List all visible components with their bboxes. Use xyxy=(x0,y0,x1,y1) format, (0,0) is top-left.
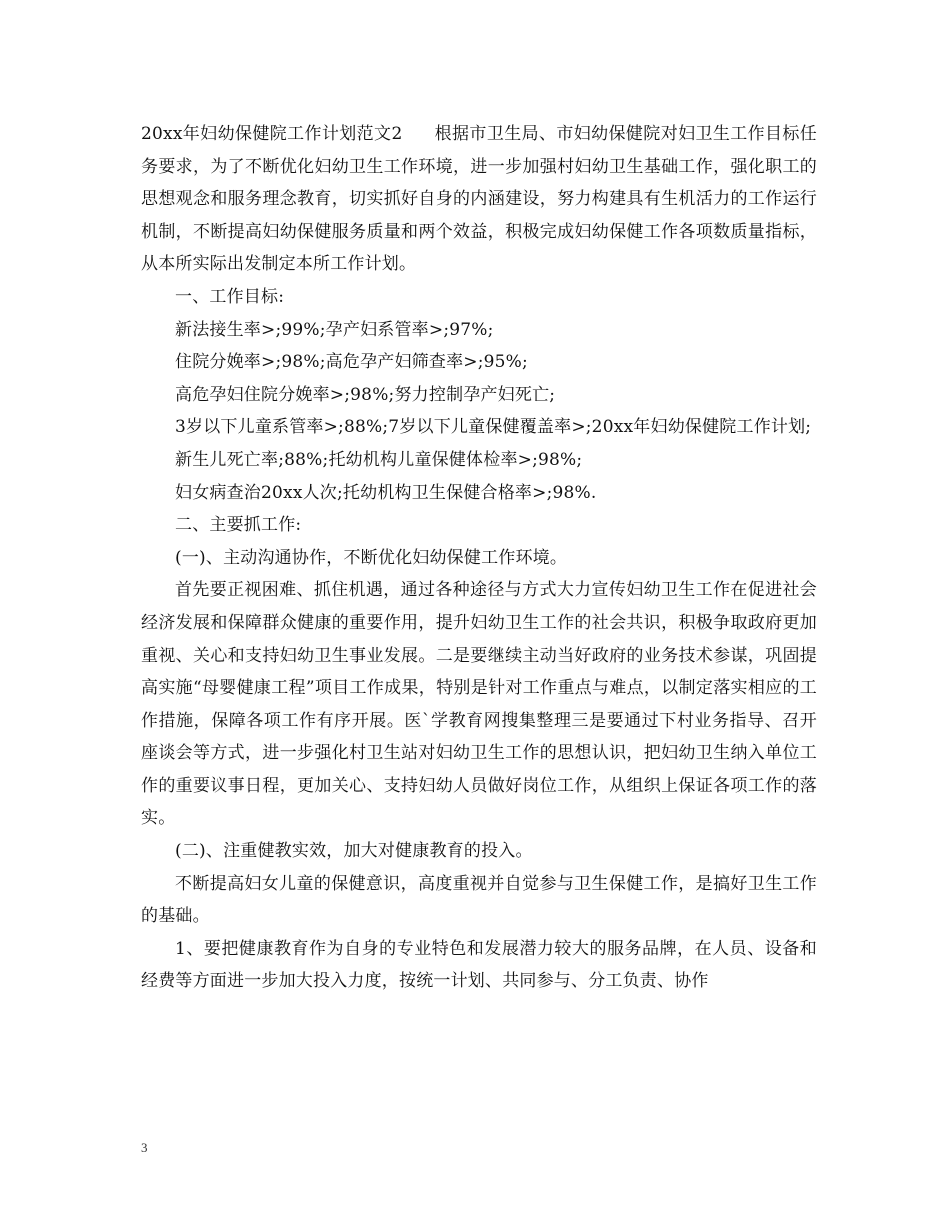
body-paragraph: 首先要正视困难、抓住机遇，通过各种途径与方式大力宣传妇幼卫生工作在促进社会经济发展和保障群众健康的重要作用，提升妇幼卫生工作的社会共识，积极争取政府更加重视、关心和支持妇幼卫生事业发展。二是要继续主动当好政府的业务技术参谋，巩固提高实施“母婴健康工程”项目工作成果，特别是针对工作重点与难点，以制定落实相应的工作措施，保障各项工作有序开展。医`学教育网搜集整理三是要通过下村业务指导、召开座谈会等方式，进一步强化村卫生站对妇幼卫生工作的思想认识，把妇幼卫生纳入单位工作的重要议事日程，更加关心、支持妇幼人员做好岗位工作，从组织上保证各项工作的落实。 xyxy=(141,580,817,829)
document-body xyxy=(141,118,817,998)
intro-text: 根据市卫生局、市妇幼保健院对妇卫生工作目标任务要求，为了不断优化妇幼卫生工作环境，进一步加强村妇幼卫生基础工作，强化职工的思想观念和服务理念教育，切实抓好自身的内涵建设，努力构建具有生机活力的工作运行机制，不断提高妇幼保健服务质量和两个效益，积极完成妇幼保健工作各项数质量指标，从本所实际出发制定本所工作计划。 xyxy=(141,124,817,275)
intro-paragraph xyxy=(141,118,817,281)
goal-line: 妇女病查治20xx人次;托幼机构卫生保健合格率>;98%. xyxy=(175,482,597,503)
goal-line: 新法接生率>;99%;孕产妇系管率>;97%; xyxy=(175,319,494,340)
subsection-heading: (一)、主动沟通协作，不断优化妇幼保健工作环境。 xyxy=(175,547,568,568)
page-number: 3 xyxy=(141,1140,148,1155)
goal-line: 高危孕妇住院分娩率>;98%;努力控制孕产妇死亡; xyxy=(175,384,556,405)
body-paragraph: 1、要把健康教育作为自身的专业特色和发展潜力较大的服务品牌，在人员、设备和经费等方面进一步加大投入力度，按统一计划、共同参与、分工负责、协作 xyxy=(141,938,817,992)
goal-line: 住院分娩率>;98%;高危孕产妇筛查率>;95%; xyxy=(175,352,528,373)
body-paragraph: 不断提高妇女儿童的保健意识，高度重视并自觉参与卫生保健工作，是搞好卫生工作的基础。 xyxy=(141,873,817,927)
section-heading-goals: 一、工作目标: xyxy=(175,286,285,307)
goal-line: 3岁以下儿童系管率>;88%;7岁以下儿童保健覆盖率>;20xx年妇幼保健院工作计划; xyxy=(175,417,812,438)
document-title: 20xx年妇幼保健院工作计划范文2 xyxy=(141,124,403,144)
subsection-heading: (二)、注重健教实效，加大对健康教育的投入。 xyxy=(175,841,533,862)
goal-line: 新生儿死亡率;88%;托幼机构儿童保健体检率>;98%; xyxy=(175,449,583,470)
section-heading-main-work: 二、主要抓工作: xyxy=(175,515,302,536)
